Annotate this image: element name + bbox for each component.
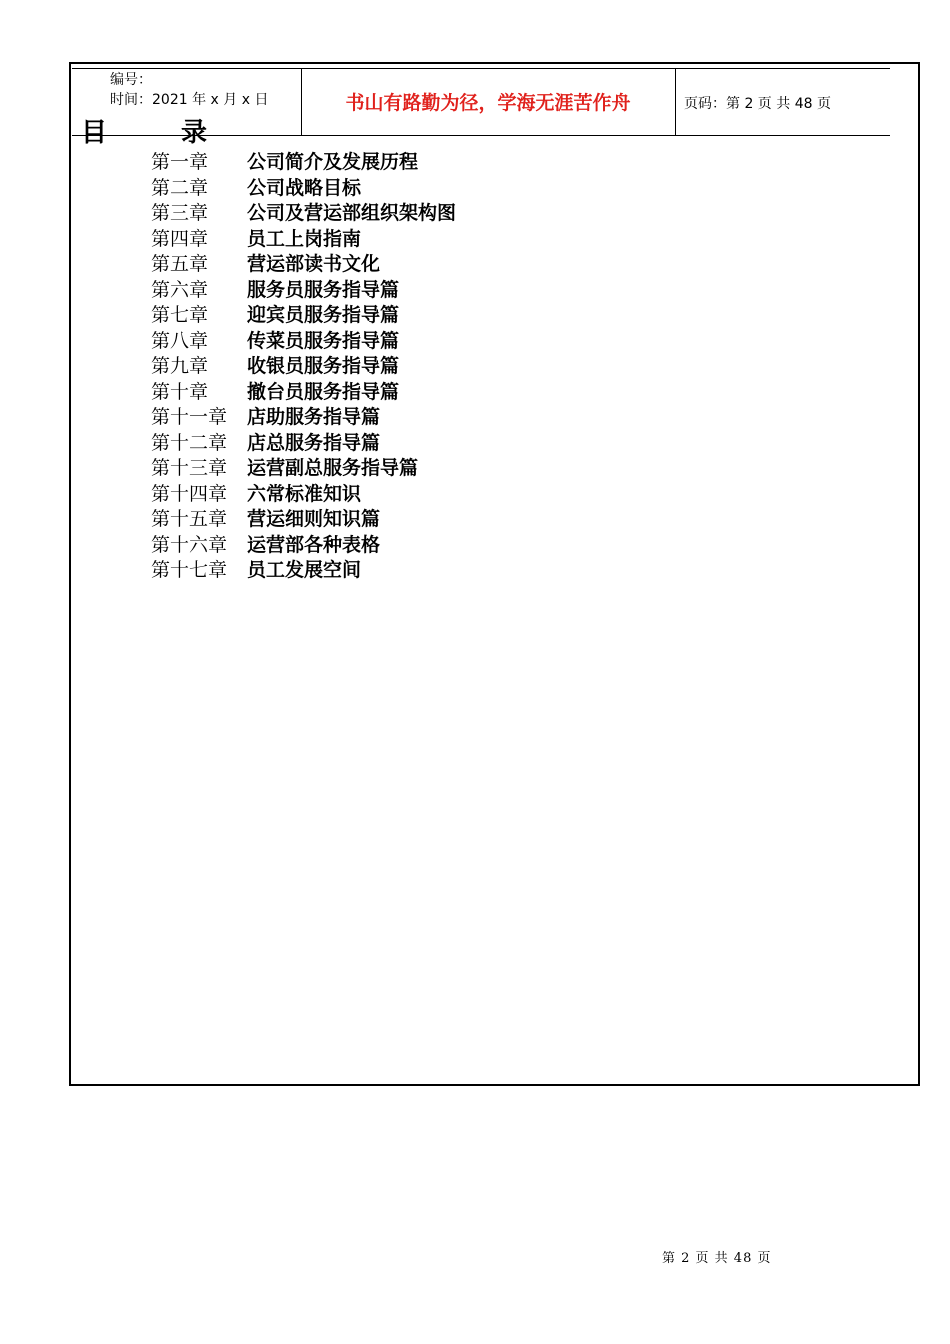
toc-chapter-name: 营运细则知识篇 — [247, 508, 381, 530]
toc-title-right: 录 — [181, 118, 208, 148]
toc-chapter-number: 第七章 — [151, 304, 209, 326]
toc-chapter-number: 第四章 — [151, 227, 209, 250]
toc-title-left: 目 — [81, 118, 108, 148]
toc-item — [151, 227, 456, 253]
toc-chapter-number: 第六章 — [151, 278, 209, 301]
toc-item — [151, 380, 456, 406]
toc-chapter-number: 第九章 — [151, 355, 209, 377]
toc-item — [151, 431, 456, 457]
toc-chapter-name: 六常标准知识 — [247, 482, 362, 505]
toc-chapter-number: 第二章 — [151, 176, 209, 199]
toc-chapter-number: 第十一章 — [151, 406, 228, 428]
header-divider-right — [675, 68, 676, 135]
toc-item — [151, 507, 456, 533]
toc-chapter-number: 第八章 — [151, 329, 209, 352]
footer-page-number: 第 2 页 共 48 页 — [662, 1251, 772, 1266]
header-page-info: 页码：第 2 页 共 48 页 — [684, 96, 831, 112]
toc-item — [151, 150, 456, 176]
toc-chapter-name: 传菜员服务指导篇 — [247, 329, 400, 352]
toc-chapter-number: 第十二章 — [151, 431, 228, 454]
toc-chapter-name: 营运部读书文化 — [247, 253, 381, 275]
toc-chapter-name: 收银员服务指导篇 — [247, 355, 400, 377]
toc-list — [151, 150, 456, 584]
toc-chapter-number: 第十六章 — [151, 533, 228, 556]
toc-item — [151, 278, 456, 304]
toc-chapter-name: 服务员服务指导篇 — [247, 278, 400, 301]
toc-chapter-number: 第十七章 — [151, 559, 228, 581]
doc-number-label: 编号： — [110, 72, 152, 88]
header-motto: 书山有路勤为径，学海无涯苦作舟 — [345, 92, 631, 114]
toc-chapter-number: 第三章 — [151, 202, 209, 224]
toc-item — [151, 176, 456, 202]
toc-item — [151, 533, 456, 559]
toc-chapter-name: 员工发展空间 — [247, 559, 362, 581]
toc-item — [151, 201, 456, 227]
toc-chapter-number: 第十四章 — [151, 482, 228, 505]
toc-chapter-number: 第五章 — [151, 253, 209, 275]
toc-chapter-name: 运营副总服务指导篇 — [247, 457, 419, 479]
toc-chapter-name: 店助服务指导篇 — [247, 406, 381, 428]
header-top-rule — [72, 68, 890, 69]
toc-chapter-number: 第十五章 — [151, 508, 228, 530]
toc-chapter-number: 第十章 — [151, 380, 209, 403]
toc-chapter-number: 第一章 — [151, 151, 209, 173]
toc-chapter-name: 撤台员服务指导篇 — [247, 380, 400, 403]
toc-chapter-name: 店总服务指导篇 — [247, 431, 381, 454]
header-divider-left — [301, 68, 302, 135]
toc-item — [151, 482, 456, 508]
toc-chapter-name: 公司及营运部组织架构图 — [247, 202, 457, 224]
toc-item — [151, 456, 456, 482]
toc-item — [151, 329, 456, 355]
toc-chapter-name: 公司战略目标 — [247, 176, 362, 199]
toc-chapter-name: 运营部各种表格 — [247, 533, 381, 556]
toc-chapter-number: 第十三章 — [151, 457, 228, 479]
toc-item — [151, 252, 456, 278]
toc-item — [151, 354, 456, 380]
toc-item — [151, 558, 456, 584]
toc-item — [151, 405, 456, 431]
doc-time-label: 时间：2021 年 x 月 x 日 — [110, 92, 269, 108]
toc-chapter-name: 迎宾员服务指导篇 — [247, 304, 400, 326]
toc-chapter-name: 公司简介及发展历程 — [247, 151, 419, 173]
toc-item — [151, 303, 456, 329]
toc-chapter-name: 员工上岗指南 — [247, 227, 362, 250]
